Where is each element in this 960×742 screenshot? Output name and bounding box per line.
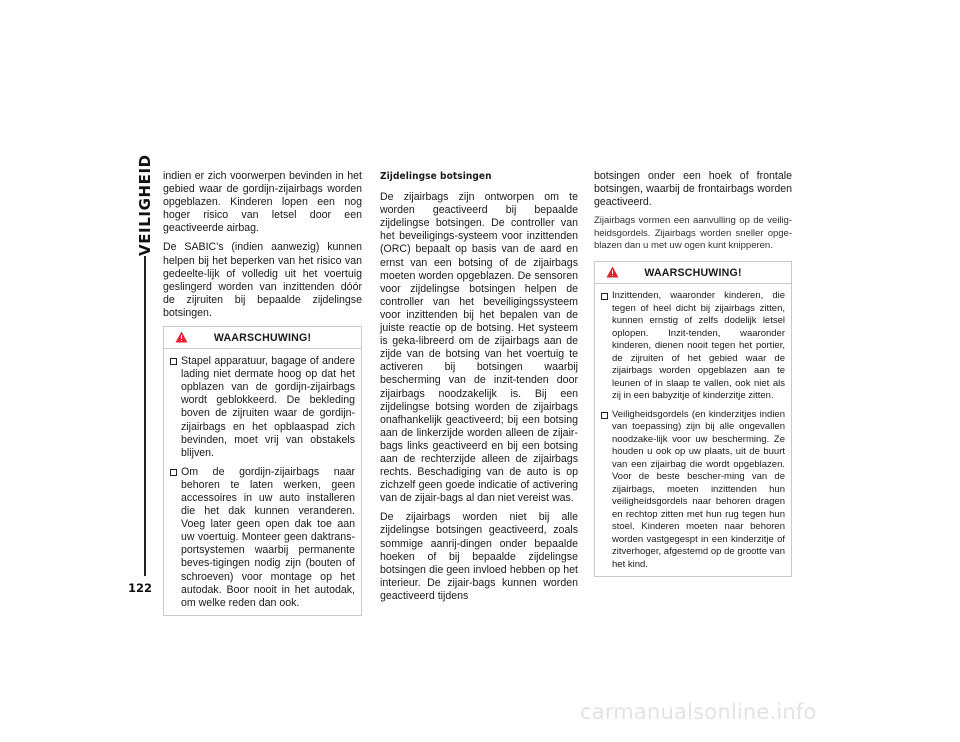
paragraph: botsingen onder een hoek of frontale botsingen, waarbij de frontairbags worden geactiveerd. [594, 170, 792, 209]
section-tab: VEILIGHEID [136, 154, 154, 256]
warning-box [594, 261, 792, 577]
column-3 [594, 170, 792, 577]
paragraph: De SABIC's (indien aanwezig) kunnen helpen bij het beperken van het risico van gedeelte-lijk of volledig uit het voertuig geslingerd worden van inzittenden dóór de zijruiten bij bepaalde zijdelingse botsingen. [163, 241, 362, 319]
warning-header [595, 262, 791, 284]
warning-item-text: Veiligheidsgordels (en kinderzitjes indien van toepassing) zijn bij alle ongevallen noodzake-lijk voor uw bescherming. Ze houden u ook op uw plaats, uit de buurt van een zijairbag die wordt opgeblazen. Voor de beste bescher-ming van de zijairbags, moeten inzittenden hun veiligheidsgordels naar behoren dragen en rechtop zitten met hun rug tegen hun stoel. Kinderen moeten naar behoren worden vastgegespt in een kinderzitje of zitverhoger, afgestemd op de grootte van het kind. [612, 408, 785, 570]
warning-item-text: Stapel apparatuur, bagage of andere lading niet dermate hoog op dat het opblazen van de gordijn-zijairbags wordt geblokkeerd. De bekleding boven de zijruiten waar de gordijn-zijairbags en het opblaaspad zich bevinden, moet vrij van obstakels blijven. [181, 355, 355, 459]
warning-title: WAARSCHUWING! [213, 332, 312, 345]
page-number: 122 [128, 581, 153, 595]
note: Zijairbags vormen een aanvulling op de veilig-heidsgordels. Zijairbags worden sneller opge-blazen dan u met uw ogen kunt knipperen. [594, 215, 792, 252]
paragraph: indien er zich voorwerpen bevinden in het gebied waar de gordijn-zijairbags worden opgeblazen. Kinderen lopen een nog hoger risico van letsel door een geactiveerde airbag. [163, 170, 362, 235]
section-heading: Zijdelingse botsingen [380, 171, 492, 182]
warning-item [601, 409, 785, 572]
warning-item-text: Inzittenden, waaronder kinderen, die tegen of heel dicht bij zijairbags zitten, kunnen ernstig of zelfs dodelijk letsel oplopen. Inzit-tenden, waaronder kinderen, dienen nooit tegen het portier, de zijruiten of het gebied waar de zijairbags worden opgeblazen aan te leunen of in slaap te vallen, ook niet als zij in een babyzitje of kinderzitje zitten. [612, 290, 785, 402]
warning-item [170, 355, 355, 460]
warning-title: WAARSCHUWING! [644, 267, 742, 280]
checkbox-bullet-icon [170, 358, 177, 365]
warning-item-text: Om de gordijn-zijairbags naar behoren te laten werken, geen accessoires in uw auto installeren die het dak kunnen veranderen. Voeg later geen open dak toe aan uw voertuig. Monteer geen daktrans-portsystemen waarbij permanente beves-tigingen nodig zijn (bouten of schroeven) voor montage op het autodak. Boor nooit in het autodak, om welke reden dan ook. [181, 465, 355, 609]
warning-item [170, 466, 355, 610]
warning-header [164, 327, 361, 349]
warning-box [163, 326, 362, 616]
checkbox-bullet-icon [601, 412, 608, 419]
warning-body [595, 284, 791, 576]
checkbox-bullet-icon [601, 293, 608, 300]
watermark: carmanualsonline.info [580, 700, 817, 724]
paragraph: De zijairbags zijn ontworpen om te worden geactiveerd bij bepaalde zijdelingse botsingen. De controller van het beveiligings-systeem voor inzittenden (ORC) bepaalt op basis van de aard en ernst van een botsing of de zijairbags moeten worden opgeblazen. De sensoren voor zijdelingse botsingen helpen de controller van het beveiligingssysteem voor inzittenden bij het bepalen van de juiste reactie op de botsing. Het systeem is geka-libreerd om de zijairbags aan de zijde van de botsing van het voertuig te activeren bij botsingen waarbij bescherming van de inzit-tenden door zijairbags noodzakelijk is. Bij een zijdelingse botsing worden de zijairbags onafhankelijk geactiveerd; bij een botsing aan de linkerzijde worden alleen de zijair-bags links geactiveerd en bij een botsing aan de rechterzijde alleen de zijairbags rechts. Beschadiging van de auto is op zichzelf geen goede indicatie of activering van de zijair-bags al dan niet vereist was. [380, 191, 578, 505]
checkbox-bullet-icon [170, 469, 177, 476]
column-2 [380, 170, 578, 609]
column-1 [163, 170, 362, 616]
warning-item [601, 290, 785, 403]
warning-body [164, 349, 361, 615]
paragraph: De zijairbags worden niet bij alle zijdelingse botsingen geactiveerd, zoals sommige aanrij-dingen onder bepaalde hoeken of bij bepaalde zijdelingse botsingen die geen invloed hebben op het interieur. De zijair-bags kunnen worden geactiveerd tijdens [380, 511, 578, 602]
